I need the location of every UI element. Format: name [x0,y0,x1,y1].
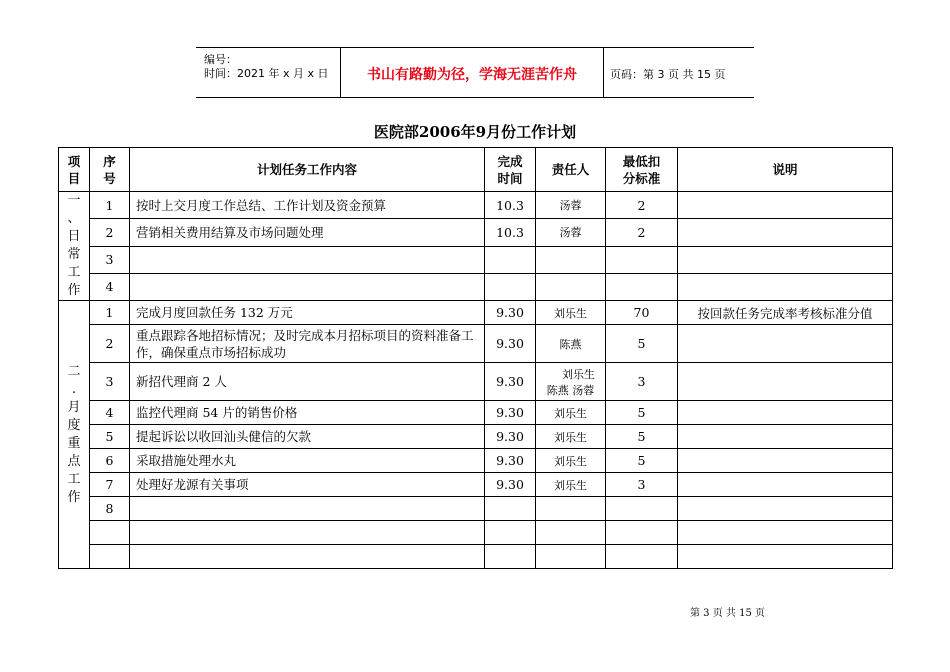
category-char: 、 [67,211,81,226]
responsible-person [536,273,606,300]
row-number: 2 [90,325,130,363]
responsible-person: 刘乐生 [536,449,606,473]
task-content: 监控代理商 54 片的销售价格 [130,401,485,425]
completion-time [485,246,536,273]
table-row [59,273,893,300]
row-number: 6 [90,449,130,473]
row-number: 4 [90,273,130,300]
note [678,219,893,246]
note [678,246,893,273]
task-content: 营销相关费用结算及市场问题处理 [130,219,485,246]
task-content: 新招代理商 2 人 [130,363,485,401]
category-char: 月 [67,399,81,415]
category-char: 常 [67,247,81,262]
header-motto-cell [340,48,604,97]
category-cell [59,301,90,569]
min-deduction-score: 70 [606,301,678,325]
responsible-person [536,497,606,521]
completion-time [485,497,536,521]
category-char: 工 [67,471,81,487]
row-number: 2 [90,219,130,246]
header-right-cell [604,48,754,97]
completion-time: 9.30 [485,301,536,325]
table-row [59,449,893,473]
header-note: 说明 [678,148,893,192]
completion-time [485,521,536,545]
min-deduction-score: 5 [606,425,678,449]
table-header-row [59,148,893,192]
min-deduction-score [606,545,678,569]
note [678,545,893,569]
row-number: 3 [90,363,130,401]
completion-time: 9.30 [485,449,536,473]
time-label: 时间：2021 年 x 月 x 日 [204,67,329,80]
task-content [130,545,485,569]
table-row [59,473,893,497]
completion-time: 9.30 [485,401,536,425]
task-content: 按时上交月度工作总结、工作计划及资金预算 [130,192,485,219]
responsible-person: 刘乐生 [536,401,606,425]
min-deduction-score [606,497,678,521]
document-header [196,47,754,98]
table-row [59,301,893,325]
row-number: 3 [90,246,130,273]
responsible-person [536,246,606,273]
page-label: 页码：第 3 页 共 15 页 [610,68,726,81]
completion-time [485,545,536,569]
task-content [130,246,485,273]
category-char: 二 [67,363,81,379]
table-row [59,497,893,521]
min-deduction-score: 3 [606,363,678,401]
header-score: 最低扣 分标准 [606,148,678,192]
row-number: 1 [90,301,130,325]
responsible-person-line: 陈燕 汤蓉 [546,383,595,397]
category-char: 点 [67,453,81,469]
header-no: 序 号 [90,148,130,192]
note [678,425,893,449]
table-row [59,363,893,401]
responsible-person: 刘乐生 [536,301,606,325]
note [678,401,893,425]
table-row [59,425,893,449]
task-content [130,273,485,300]
task-content: 完成月度回款任务 132 万元 [130,301,485,325]
task-content [130,497,485,521]
responsible-person: 汤蓉 [536,219,606,246]
task-content: 处理好龙源有关事项 [130,473,485,497]
row-number [90,521,130,545]
completion-time: 9.30 [485,473,536,497]
responsible-person-line: 刘乐生 [562,367,595,381]
note [678,473,893,497]
category-char: 度 [67,417,81,433]
note [678,325,893,363]
category-char: 一 [67,193,81,208]
row-number: 1 [90,192,130,219]
completion-time: 9.30 [485,325,536,363]
row-number: 5 [90,425,130,449]
header-person: 责任人 [536,148,606,192]
responsible-person [536,363,606,401]
task-content: 提起诉讼以收回汕头健信的欠款 [130,425,485,449]
note [678,363,893,401]
min-deduction-score: 5 [606,449,678,473]
page-footer: 第 3 页 共 15 页 [690,608,765,619]
task-content [130,521,485,545]
table-row [59,325,893,363]
note [678,192,893,219]
min-deduction-score: 5 [606,325,678,363]
category-char: . [71,381,77,397]
header-time: 完成 时间 [485,148,536,192]
number-label: 编号： [204,53,237,66]
row-number: 8 [90,497,130,521]
note [678,521,893,545]
completion-time: 10.3 [485,192,536,219]
header-content: 计划任务工作内容 [130,148,485,192]
header-category: 项 目 [59,148,90,192]
category-char: 作 [67,283,81,298]
min-deduction-score [606,246,678,273]
note [678,449,893,473]
row-number [90,545,130,569]
page-title: 医院部2006年9月份工作计划 [373,123,577,141]
min-deduction-score: 3 [606,473,678,497]
min-deduction-score: 5 [606,401,678,425]
row-number: 4 [90,401,130,425]
table-row [59,401,893,425]
task-content: 采取措施处理水丸 [130,449,485,473]
note [678,273,893,300]
responsible-person: 陈燕 [536,325,606,363]
min-deduction-score: 2 [606,192,678,219]
category-char: 重 [67,435,81,451]
table-row [59,219,893,246]
category-cell [59,192,90,301]
responsible-person: 刘乐生 [536,473,606,497]
completion-time: 10.3 [485,219,536,246]
responsible-person [536,545,606,569]
work-plan-table [58,147,893,569]
note: 按回款任务完成率考核标准分值 [678,301,893,325]
motto-text: 书山有路勤为径，学海无涯苦作舟 [367,67,577,83]
completion-time: 9.30 [485,363,536,401]
table-row [59,192,893,219]
responsible-person: 汤蓉 [536,192,606,219]
category-char: 作 [67,489,81,505]
table-row [59,521,893,545]
table-row [59,545,893,569]
min-deduction-score: 2 [606,219,678,246]
responsible-person: 刘乐生 [536,425,606,449]
note [678,497,893,521]
category-char: 日 [67,229,81,244]
row-number: 7 [90,473,130,497]
completion-time [485,273,536,300]
min-deduction-score [606,521,678,545]
completion-time: 9.30 [485,425,536,449]
min-deduction-score [606,273,678,300]
category-char: 工 [67,265,81,280]
table-row [59,246,893,273]
responsible-person [536,521,606,545]
task-content: 重点跟踪各地招标情况；及时完成本月招标项目的资料准备工作，确保重点市场招标成功 [130,325,485,363]
header-left-cell [196,48,340,97]
